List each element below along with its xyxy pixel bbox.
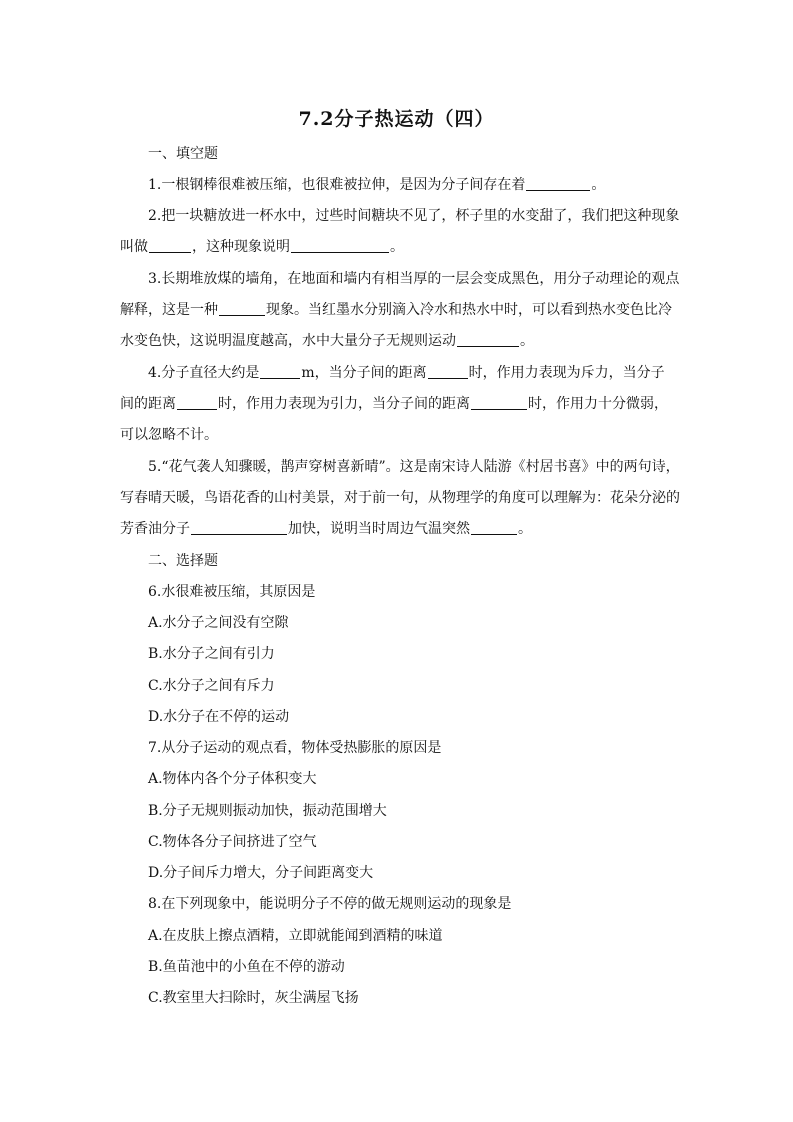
answer-blank[interactable]: [457, 332, 519, 347]
answer-blank[interactable]: [219, 301, 265, 316]
q5-text-d: 加快，说明当时周边气温突然: [288, 521, 470, 537]
q3-text-d: 水变色快，这说明温度越高，水中大量分子无规则运动: [120, 333, 456, 349]
question-8-stem: 8.在下列现象中，能说明分子不停的做无规则运动的现象是: [148, 896, 512, 912]
question-5-line-1: 5.“花气袭人知骤暖，鹊声穿树喜新晴”。这是南宋诗人陆游《村居书喜》中的两句诗，: [148, 459, 680, 475]
answer-blank[interactable]: [526, 176, 590, 191]
question-3-line-1: 3.长期堆放煤的墙角，在地面和墙内有相当厚的一层会变成黑色，用分子动理论的观点: [148, 271, 680, 287]
q2-text-c: ，这种现象说明: [192, 239, 290, 255]
q4-text-b: m，当分子间的距离: [301, 365, 427, 381]
q8-option-c[interactable]: C.教室里大扫除时，灰尘满屋飞扬: [148, 990, 359, 1006]
q2-text-d: 。: [390, 239, 404, 255]
q6-option-c[interactable]: C.水分子之间有斥力: [148, 678, 275, 694]
q4-text-d: 间的距离: [120, 396, 176, 412]
answer-blank[interactable]: [149, 238, 191, 253]
q7-option-b[interactable]: B.分子无规则振动加快，振动范围增大: [148, 803, 387, 819]
question-2-line-1: 2.把一块糖放进一杯水中，过些时间糖块不见了，杯子里的水变甜了，我们把这种现象: [148, 208, 680, 224]
question-4-line-3: 可以忽略不计。: [120, 427, 218, 443]
page-title: 7.2分子热运动（四）: [298, 108, 495, 130]
answer-blank[interactable]: [191, 520, 287, 535]
q8-option-a[interactable]: A.在皮肤上擦点酒精，立即就能闻到酒精的味道: [148, 928, 443, 944]
question-3-line-3: [120, 331, 534, 351]
q4-text-c: 时，作用力表现为斥力，当分子: [468, 365, 665, 381]
question-3-line-2: [120, 300, 672, 320]
answer-blank[interactable]: [471, 395, 527, 410]
q1-text: 1.一根钢棒很难被压缩，也很难被拉伸，是因为分子间存在着: [148, 177, 526, 193]
q7-option-d[interactable]: D.分子间斥力增大，分子间距离变大: [148, 865, 374, 881]
q6-option-b[interactable]: B.水分子之间有引力: [148, 646, 275, 662]
answer-blank[interactable]: [177, 395, 217, 410]
q8-option-b[interactable]: B.鱼苗池中的小鱼在不停的游动: [148, 959, 345, 975]
q3-text-b: 解释，这是一种: [120, 302, 218, 318]
answer-blank[interactable]: [260, 364, 300, 379]
q6-option-a[interactable]: A.水分子之间没有空隙: [148, 615, 289, 631]
q4-text-f: 时，作用力十分微弱，: [528, 396, 668, 412]
q2-text-b: 叫做: [120, 239, 148, 255]
question-6-stem: 6.水很难被压缩，其原因是: [148, 584, 316, 600]
q3-text-c: 现象。当红墨水分别滴入冷水和热水中时，可以看到热水变色比冷: [266, 302, 672, 318]
question-4-line-2: [120, 394, 668, 414]
question-4-line-1: [148, 363, 665, 383]
q7-option-c[interactable]: C.物体各分子间挤进了空气: [148, 834, 317, 850]
q5-text-e: 。: [518, 521, 532, 537]
q4-text-e: 时，作用力表现为引力，当分子间的距离: [218, 396, 470, 412]
q4-text-a: 4.分子直径大约是: [148, 365, 260, 381]
question-5-line-2: 写春晴天暖，鸟语花香的山村美景，对于前一句，从物理学的角度可以理解为：花朵分泌的: [120, 490, 680, 506]
question-2-line-2: [120, 237, 404, 257]
answer-blank[interactable]: [471, 520, 517, 535]
q6-option-d[interactable]: D.水分子在不停的运动: [148, 709, 290, 725]
q1-end: 。: [591, 177, 606, 193]
answer-blank[interactable]: [291, 238, 389, 253]
answer-blank[interactable]: [428, 364, 468, 379]
q5-text-c: 芳香油分子: [120, 521, 190, 537]
question-5-line-3: [120, 519, 532, 539]
question-7-stem: 7.从分子运动的观点看，物体受热膨胀的原因是: [148, 740, 442, 756]
question-1: [148, 175, 605, 195]
q7-option-a[interactable]: A.物体内各个分子体积变大: [148, 771, 317, 787]
section-heading-fill: 一、填空题: [148, 146, 218, 162]
section-heading-choice: 二、选择题: [148, 553, 218, 569]
q3-text-e: 。: [520, 333, 534, 349]
